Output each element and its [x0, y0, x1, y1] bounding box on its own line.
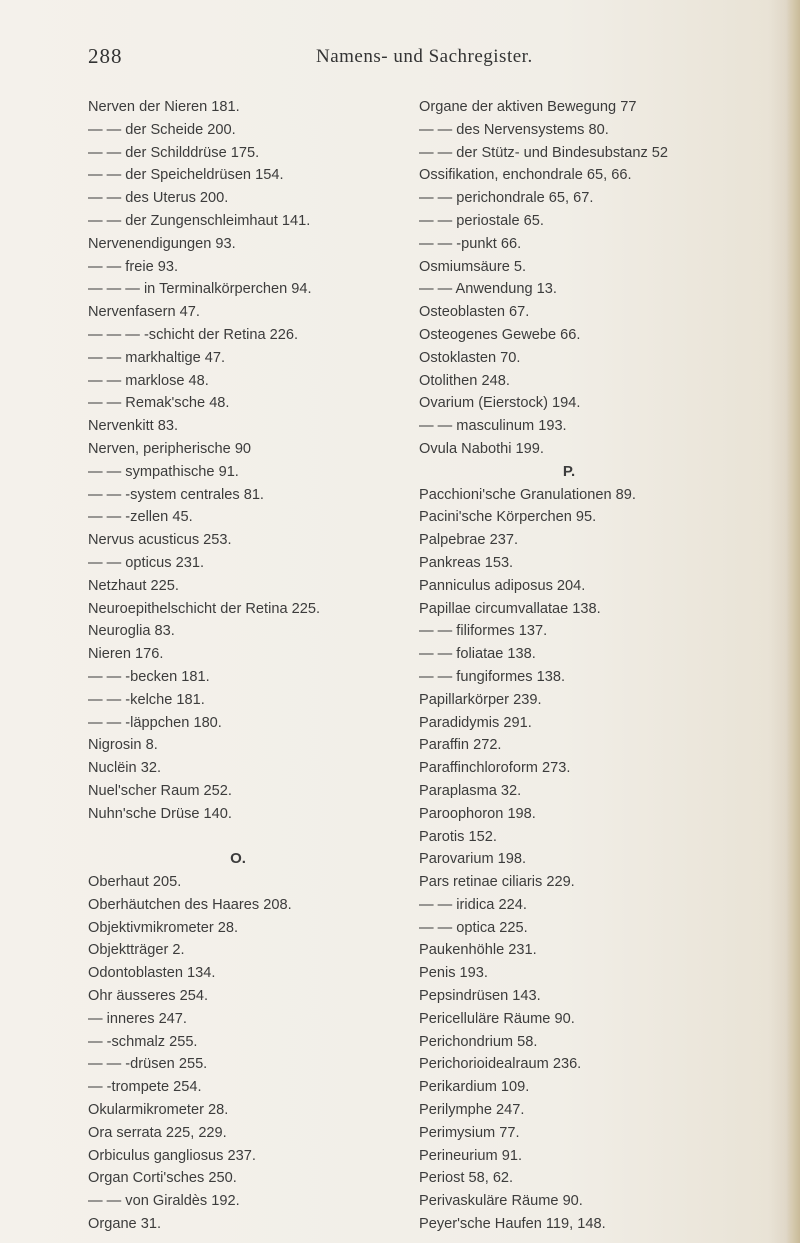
index-entry: Ostoklasten 70. — [419, 349, 521, 366]
index-entry: Pericelluläre Räume 90. — [419, 1010, 575, 1027]
index-entry: Netzhaut 225. — [88, 577, 179, 594]
index-entry: — — -drüsen 255. — [88, 1056, 208, 1073]
index-entry: — -schmalz 255. — [88, 1033, 198, 1050]
index-entry: — — foliatae 138. — [419, 646, 536, 663]
index-entry: — — Remak'sche 48. — [88, 395, 230, 412]
index-entry: Perichorioidealraum 236. — [419, 1056, 582, 1073]
index-entry: Nuclëin 32. — [88, 760, 162, 777]
index-entry: — — — in Terminalkörperchen 94. — [88, 281, 312, 298]
index-entry: — — -zellen 45. — [88, 509, 193, 526]
index-entry: — — der Scheide 200. — [88, 121, 236, 138]
index-column-right — [419, 96, 799, 1236]
index-entry: — — der Speicheldrüsen 154. — [88, 167, 284, 184]
index-entry: Periost 58, 62. — [419, 1170, 514, 1187]
index-entry: — — -becken 181. — [88, 668, 210, 685]
index-entry: — — des Nervensystems 80. — [419, 121, 609, 138]
index-entry: Otolithen 248. — [419, 372, 510, 389]
index-entry: Pankreas 153. — [419, 554, 514, 571]
index-entry: Pars retinae ciliaris 229. — [419, 874, 575, 891]
index-entry: — — iridica 224. — [419, 896, 527, 913]
index-entry: Paradidymis 291. — [419, 714, 532, 731]
index-entry: Organe 31. — [88, 1216, 162, 1233]
index-entry: Orbiculus gangliosus 237. — [88, 1147, 256, 1164]
index-entry: — — perichondrale 65, 67. — [419, 190, 594, 207]
index-entry: Peyer'sche Haufen 119, 148. — [419, 1216, 606, 1233]
index-entry: — — -läppchen 180. — [88, 714, 222, 731]
index-entry: Paraffinchloroform 273. — [419, 760, 571, 777]
index-entry: — — Anwendung 13. — [419, 281, 557, 298]
index-entry: Neuroepithelschicht der Retina 225. — [88, 600, 321, 617]
index-entry: — — masculinum 193. — [419, 418, 567, 435]
index-entry: — — -system centrales 81. — [88, 486, 264, 503]
index-entry: — — markhaltige 47. — [88, 349, 226, 366]
index-entry: Nervenkitt 83. — [88, 418, 179, 435]
index-entry: — — der Schilddrüse 175. — [88, 144, 260, 161]
index-entry: Papillae circumvallatae 138. — [419, 600, 601, 617]
index-entry: Perilymphe 247. — [419, 1102, 525, 1119]
index-entry: — — periostale 65. — [419, 212, 544, 229]
index-entry: — — der Zungenschleimhaut 141. — [88, 212, 311, 229]
index-entry: Nuhn'sche Drüse 140. — [88, 805, 232, 822]
index-entry: Paukenhöhle 231. — [419, 942, 537, 959]
index-entry: Nervus acusticus 253. — [88, 532, 232, 549]
index-column-left — [88, 96, 468, 1236]
index-entry: Odontoblasten 134. — [88, 965, 216, 982]
index-entry: Parotis 152. — [419, 828, 497, 845]
index-entry: — — freie 93. — [88, 258, 179, 275]
index-entry: Papillarkörper 239. — [419, 691, 542, 708]
index-entry: Pacchioni'sche Granulationen 89. — [419, 486, 636, 503]
index-entry: Perimysium 77. — [419, 1124, 520, 1141]
index-entry: Ovula Nabothi 199. — [419, 440, 544, 457]
index-entry: Objektivmikrometer 28. — [88, 919, 239, 936]
index-entry: — -trompete 254. — [88, 1079, 202, 1096]
index-entry: Paraffin 272. — [419, 737, 502, 754]
index-entry: Osteogenes Gewebe 66. — [419, 326, 581, 343]
index-entry: Ossifikation, enchondrale 65, 66. — [419, 167, 632, 184]
index-entry: — — der Stütz- und Bindesubstanz 52 — [419, 144, 669, 161]
running-head: Namens- und Sachregister. — [316, 46, 533, 67]
index-entry: Pepsindrüsen 143. — [419, 988, 541, 1005]
index-entry: — — filiformes 137. — [419, 623, 548, 640]
index-entry: — — des Uterus 200. — [88, 190, 229, 207]
index-entry: Objektträger 2. — [88, 942, 185, 959]
index-entry: Ovarium (Eierstock) 194. — [419, 395, 581, 412]
index-entry: Nervenendigungen 93. — [88, 235, 236, 252]
section-spacer — [88, 826, 468, 849]
index-entry: — — fungiformes 138. — [419, 668, 566, 685]
index-entry: Nuel'scher Raum 252. — [88, 782, 232, 799]
index-entry: Ora serrata 225, 229. — [88, 1124, 227, 1141]
index-entry: — — marklose 48. — [88, 372, 209, 389]
index-entry: — inneres 247. — [88, 1010, 187, 1027]
index-entry: Osteoblasten 67. — [419, 304, 530, 321]
index-entry: Nerven der Nieren 181. — [88, 99, 240, 115]
index-entry: Perivaskuläre Räume 90. — [419, 1193, 583, 1210]
index-entry: Oberhaut 205. — [88, 874, 182, 891]
index-entry: Nigrosin 8. — [88, 737, 158, 754]
index-entry: Paroophoron 198. — [419, 805, 536, 822]
index-entry: — — -punkt 66. — [419, 235, 522, 252]
page-number: 288 — [88, 44, 123, 68]
index-entry: Nerven, peripherische 90 — [88, 440, 252, 457]
index-entry: Pacini'sche Körperchen 95. — [419, 509, 597, 526]
index-entry: Nervenfasern 47. — [88, 304, 200, 321]
index-entry: Parovarium 198. — [419, 851, 527, 868]
index-entry: Osmiumsäure 5. — [419, 258, 527, 275]
index-entry: Organ Corti'sches 250. — [88, 1170, 237, 1187]
index-entry: Panniculus adiposus 204. — [419, 577, 586, 594]
index-entry: — — -kelche 181. — [88, 691, 205, 708]
index-entry: — — opticus 231. — [88, 554, 204, 571]
index-entry: Perikardium 109. — [419, 1079, 530, 1096]
index-entry: Ohr äusseres 254. — [88, 988, 209, 1005]
index-entry: Paraplasma 32. — [419, 782, 522, 799]
index-entry: Neuroglia 83. — [88, 623, 175, 640]
index-entry: — — optica 225. — [419, 919, 528, 936]
index-entry: Okularmikrometer 28. — [88, 1102, 229, 1119]
section-letter-heading: P. — [562, 462, 576, 480]
index-entry: — — sympathische 91. — [88, 463, 239, 480]
index-entry: — — — -schicht der Retina 226. — [88, 326, 299, 343]
index-entry: Oberhäutchen des Haares 208. — [88, 896, 292, 913]
index-entry: — — von Giraldès 192. — [88, 1193, 240, 1210]
index-entry: Penis 193. — [419, 965, 488, 982]
index-entry: Nieren 176. — [88, 646, 164, 663]
index-entry: Palpebrae 237. — [419, 532, 518, 549]
index-entry: Perichondrium 58. — [419, 1033, 538, 1050]
section-letter-heading: O. — [230, 850, 246, 868]
index-entry: Organe der aktiven Bewegung 77 — [419, 99, 637, 115]
index-entry: Perineurium 91. — [419, 1147, 523, 1164]
